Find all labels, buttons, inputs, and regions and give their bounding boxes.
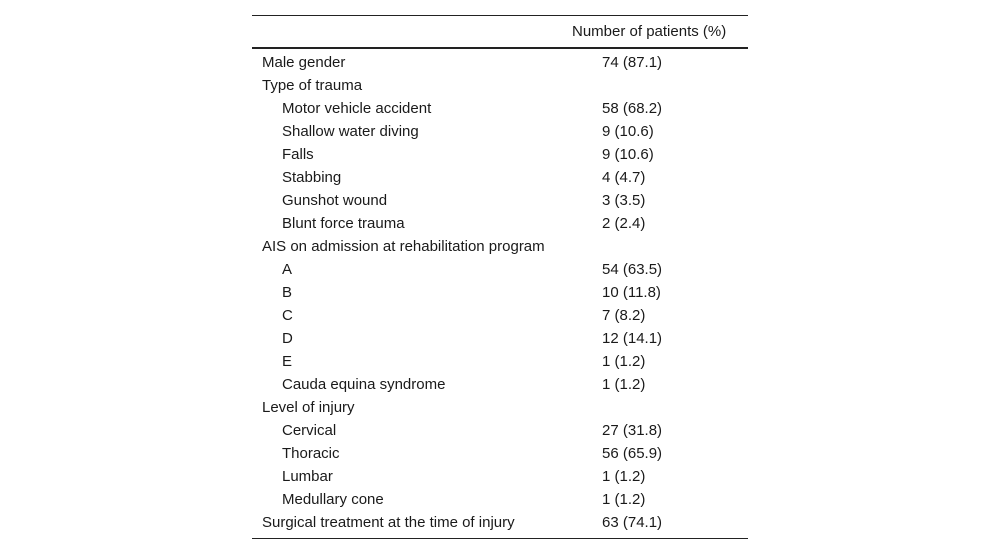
table-row	[252, 373, 748, 396]
table-row	[252, 442, 748, 465]
table-row	[252, 143, 748, 166]
row-label: Thoracic	[282, 445, 340, 462]
table-body	[252, 48, 748, 539]
row-label: Male gender	[262, 54, 346, 71]
table-row	[252, 304, 748, 327]
row-value: 3 (3.5)	[602, 192, 646, 209]
row-value	[590, 396, 748, 419]
row-label: Surgical treatment at the time of injury	[262, 514, 515, 531]
row-value: 1 (1.2)	[602, 491, 646, 508]
row-value	[590, 235, 748, 258]
row-label: B	[282, 284, 293, 301]
row-value: 9 (10.6)	[602, 146, 654, 163]
row-label: Cauda equina syndrome	[282, 376, 446, 393]
table-row	[252, 258, 748, 281]
row-value: 4 (4.7)	[602, 169, 646, 186]
patient-characteristics-table	[252, 15, 748, 539]
table-row	[252, 396, 748, 419]
row-label: A	[282, 261, 293, 278]
row-value: 63 (74.1)	[602, 514, 663, 531]
row-label: C	[282, 307, 293, 324]
row-label: Lumbar	[282, 468, 333, 485]
row-value: 12 (14.1)	[602, 330, 663, 347]
table-row	[252, 166, 748, 189]
row-value: 56 (65.9)	[602, 445, 663, 462]
row-value: 58 (68.2)	[602, 100, 663, 117]
table-row	[252, 327, 748, 350]
row-label: AIS on admission at rehabilitation program	[262, 238, 545, 255]
table-row	[252, 120, 748, 143]
table-row	[252, 74, 748, 97]
row-label: Type of trauma	[262, 77, 363, 94]
row-label: Blunt force trauma	[282, 215, 405, 232]
table-row	[252, 350, 748, 373]
row-value: 7 (8.2)	[602, 307, 646, 324]
table-row	[252, 189, 748, 212]
table-header	[252, 16, 748, 49]
row-label: E	[282, 353, 293, 370]
row-label: D	[282, 330, 293, 347]
row-value: 54 (63.5)	[602, 261, 663, 278]
row-label: Medullary cone	[282, 491, 384, 508]
row-label: Falls	[282, 146, 314, 163]
table-row	[252, 212, 748, 235]
row-value: 1 (1.2)	[602, 468, 646, 485]
table-row	[252, 281, 748, 304]
row-value: 74 (87.1)	[602, 54, 663, 71]
row-label: Level of injury	[262, 399, 355, 416]
table-row	[252, 97, 748, 120]
row-value: 10 (11.8)	[602, 284, 661, 301]
row-value: 2 (2.4)	[602, 215, 646, 232]
table-header-row	[252, 16, 748, 49]
row-value: 1 (1.2)	[602, 376, 646, 393]
row-value	[590, 74, 748, 97]
table-row	[252, 48, 748, 74]
patient-characteristics-table-container	[252, 15, 748, 539]
table-row	[252, 488, 748, 511]
row-label: Cervical	[282, 422, 337, 439]
table-row	[252, 235, 748, 258]
table-row	[252, 465, 748, 488]
table-row	[252, 511, 748, 539]
row-value: 27 (31.8)	[602, 422, 663, 439]
table-row	[252, 419, 748, 442]
row-label: Stabbing	[282, 169, 342, 186]
row-value: 1 (1.2)	[602, 353, 646, 370]
row-label: Shallow water diving	[282, 123, 419, 140]
column-header-number-of-patients: Number of patients (%)	[572, 23, 727, 40]
row-value: 9 (10.6)	[602, 123, 654, 140]
row-label: Motor vehicle accident	[282, 100, 432, 117]
row-label: Gunshot wound	[282, 192, 388, 209]
